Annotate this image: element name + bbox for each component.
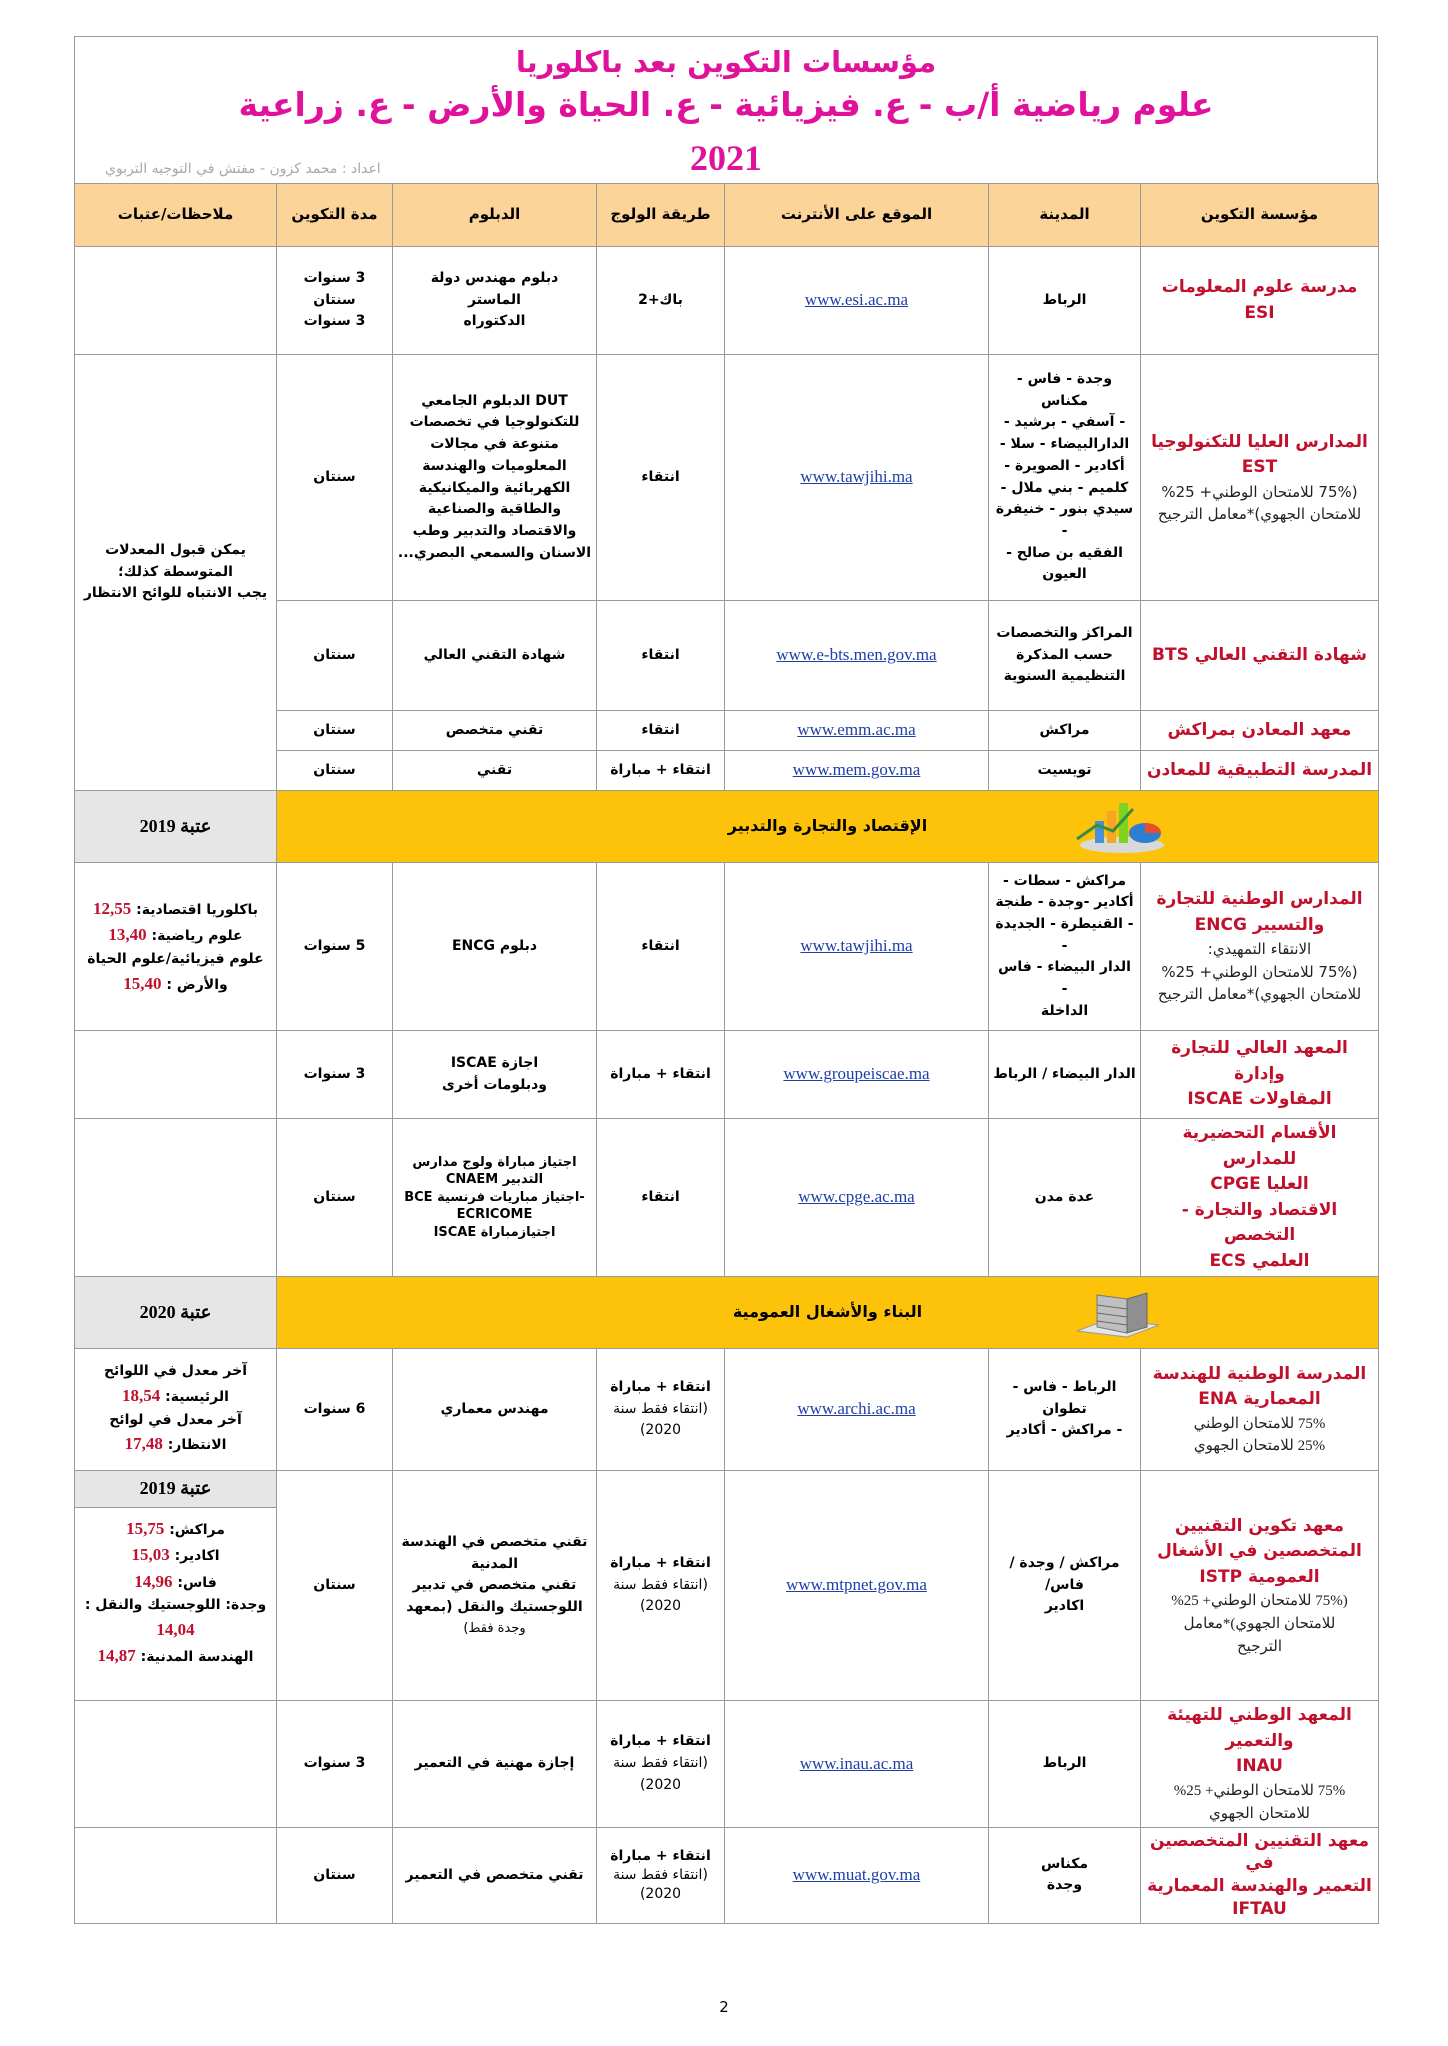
institution-name [1141, 1827, 1379, 1924]
duration-cell: سنتان [277, 711, 393, 751]
institution-line: العمومية ISTP [1199, 1566, 1320, 1587]
threshold-value: 15,03 [131, 1545, 170, 1565]
institution-line: معهد التقنيين المتخصصين في [1149, 1830, 1370, 1874]
diploma-line: متنوعة في مجالات [430, 436, 559, 453]
mode-note: 2020) [639, 1885, 682, 1902]
diploma-cell [393, 1471, 597, 1701]
city-line: حسب المذكرة [1016, 646, 1113, 663]
admission-mode: باك+2 [597, 247, 725, 355]
threshold-label: اكادير: [174, 1548, 220, 1565]
mode-note: (انتقاء فقط سنة [613, 1754, 708, 1771]
website-link[interactable]: www.mtpnet.gov.ma [786, 1575, 927, 1595]
diploma-line: وجدة فقط) [463, 1620, 526, 1636]
institution-note: (75% للامتحان الوطني+ 25% [1161, 482, 1358, 501]
mode-note: 2020) [639, 1422, 682, 1439]
website-cell [725, 751, 989, 791]
table-row [75, 863, 1379, 1031]
diploma-line: المدنية [471, 1555, 518, 1572]
admission-mode [597, 1827, 725, 1924]
admission-mode: انتقاء [597, 711, 725, 751]
duration-cell: 3 سنوات [277, 1701, 393, 1828]
city-line: أكادير - الصويرة - [1004, 457, 1125, 474]
threshold-value: 15,40 [123, 973, 162, 993]
website-cell [725, 863, 989, 1031]
threshold-item [79, 1643, 272, 1669]
city-line: كلميم - بني ملال - [1000, 479, 1129, 496]
institution-line: الاقتصاد والتجارة - التخصص [1181, 1199, 1338, 1245]
diploma-line: اللوجستيك والنقل (بمعهد [406, 1599, 583, 1616]
mode-line: انتقاء + مباراة [610, 1848, 711, 1865]
website-link[interactable]: www.muat.gov.ma [792, 1865, 921, 1885]
threshold-item [79, 1361, 272, 1409]
city-line: الدار البيضاء - فاس - [998, 959, 1131, 998]
duration-cell: سنتان [277, 1471, 393, 1701]
threshold-label: الهندسة المدنية: [140, 1648, 254, 1665]
admission-mode [597, 1349, 725, 1471]
mode-line: انتقاء + مباراة [610, 1378, 711, 1395]
mode-note: 2020) [639, 1776, 682, 1793]
admission-mode [597, 1471, 725, 1701]
institutions-table [74, 183, 1379, 1924]
duration-cell: سنتان [277, 1119, 393, 1277]
city-cell: الدار البيضاء / الرباط [989, 1031, 1141, 1119]
duration-cell: سنتان [277, 355, 393, 601]
notes-cell [75, 1031, 277, 1119]
mode-line: انتقاء + مباراة [610, 1733, 711, 1750]
threshold-label: آخر معدل في اللوائح الرئيسية: [103, 1363, 248, 1406]
note-line: يجب الانتباه للوائح الانتظار [83, 585, 268, 602]
threshold-item [79, 1569, 272, 1595]
duration-line: 3 سنوات [303, 313, 366, 330]
institution-line: التعمير والهندسة المعمارية [1147, 1876, 1372, 1897]
page [74, 36, 1378, 1924]
diploma-line: الماستر [468, 291, 521, 308]
city-line: أكادير -وجدة - طنجة [995, 894, 1134, 911]
diploma-cell: تقني [393, 751, 597, 791]
threshold-value: 15,75 [126, 1518, 165, 1538]
threshold-value: 12,55 [93, 899, 132, 919]
admission-mode: انتقاء [597, 863, 725, 1031]
duration-line: 3 سنوات [303, 269, 366, 286]
mode-note: 2020) [639, 1598, 682, 1615]
website-cell [725, 1031, 989, 1119]
city-cell: مراكش [989, 711, 1141, 751]
section-label: الإقتصاد والتجارة والتدبير [727, 816, 928, 836]
institution-line: المدارس الوطنية للتجارة [1156, 889, 1363, 910]
city-cell [989, 601, 1141, 711]
city-cell [989, 355, 1141, 601]
threshold-label: عتبة 2019 [75, 791, 277, 863]
column-header: مؤسسة التكوين [1141, 184, 1379, 247]
website-cell [725, 1471, 989, 1701]
institution-line: INAU [1236, 1756, 1283, 1776]
diploma-line: التدبير CNAEM [445, 1172, 544, 1188]
duration-cell: سنتان [277, 601, 393, 711]
website-cell [725, 355, 989, 601]
threshold-label: مراكش: [169, 1521, 225, 1538]
column-header: الدبلوم [393, 184, 597, 247]
website-link[interactable]: www.tawjihi.ma [800, 467, 913, 487]
institution-note: للامتحان الجهوي)*معامل [1183, 1615, 1336, 1632]
notes-cell [75, 1471, 277, 1701]
institution-name: شهادة التقني العالي BTS [1141, 601, 1379, 711]
notes-cell [75, 1827, 277, 1924]
institution-name [1141, 1471, 1379, 1701]
threshold-label: وجدة: اللوجستيك والنقل : [84, 1596, 267, 1613]
threshold-value: 17,48 [124, 1434, 163, 1454]
mode-note: (انتقاء فقط سنة [613, 1576, 708, 1593]
website-link[interactable]: www.tawjihi.ma [800, 936, 913, 956]
city-line: الدارالبيضاء - سلا - [999, 436, 1130, 453]
mode-note: (انتقاء فقط سنة [613, 1866, 708, 1883]
notes-cell [75, 247, 277, 355]
threshold-label: علوم فيزيائية/علوم الحياة والأرض : [87, 950, 264, 993]
website-link[interactable]: www.mem.gov.ma [792, 760, 921, 780]
mode-line: انتقاء + مباراة [610, 1554, 711, 1571]
city-cell [989, 1827, 1141, 1924]
mode-note: (انتقاء فقط سنة [613, 1400, 708, 1417]
institution-line: المتخصصين في الأشغال [1157, 1541, 1362, 1561]
institution-line: المدرسة الوطنية للهندسة [1152, 1363, 1367, 1384]
diploma-line: اجتيازمباراة ISCAE [433, 1224, 556, 1240]
institution-name: المدرسة التطبيقية للمعادن [1141, 751, 1379, 791]
column-header: طريقة الولوج [597, 184, 725, 247]
diploma-line: اجتياز مباراة ولوج مدارس [412, 1154, 577, 1170]
city-line: التنظيمية السنوية [1003, 668, 1126, 685]
duration-cell: 3 سنوات [277, 1031, 393, 1119]
document-subtitle: علوم رياضية أ/ب - ع. فيزيائية - ع. الحياة والأرض - ع. زراعية [238, 85, 1214, 124]
threshold-label: باكلوريا اقتصادية: [136, 902, 258, 919]
admission-mode: انتقاء [597, 355, 725, 601]
institution-note: (75% للامتحان الوطني+ 25% [1171, 1593, 1348, 1609]
institution-name [1141, 863, 1379, 1031]
institution-name: معهد المعادن بمراكش [1141, 711, 1379, 751]
threshold-value: 13,40 [108, 925, 147, 945]
city-line: الداخلة [1040, 1002, 1089, 1019]
threshold-item [79, 1410, 272, 1458]
diploma-cell [393, 1119, 597, 1277]
section-row [75, 791, 1379, 863]
threshold-item [79, 896, 272, 922]
city-line: سيدي بنور - خنيفرة - [995, 501, 1134, 539]
diploma-line: الكهربائية والميكانيكية [418, 479, 571, 496]
diploma-line: والطاقية والصناعية [427, 501, 562, 518]
column-header: الموقع على الأنترنت [725, 184, 989, 247]
diploma-cell [393, 355, 597, 601]
diploma-cell [393, 1031, 597, 1119]
diploma-line: للتكنولوجيا في تخصصات [409, 414, 580, 431]
admission-mode: انتقاء + مباراة [597, 751, 725, 791]
threshold-value: 14,87 [97, 1645, 136, 1665]
website-link[interactable]: www.inau.ac.ma [799, 1753, 914, 1773]
table-row [75, 1701, 1379, 1828]
institution-note: الانتقاء التمهيدي: [1207, 940, 1312, 959]
threshold-label: علوم رياضية: [151, 928, 243, 945]
threshold-value: 14,04 [156, 1619, 195, 1639]
document-title: مؤسسات التكوين بعد باكلوريا [515, 45, 937, 79]
institution-name [1141, 1349, 1379, 1471]
website-link[interactable]: www.emm.ac.ma [797, 720, 916, 740]
city-line: الفقيه بن صالح - [1006, 544, 1123, 561]
institution-line: المعهد العالي للتجارة وإدارة [1171, 1038, 1348, 1084]
institution-line: المدارس العليا للتكنولوجيا [1151, 431, 1368, 452]
institution-line: المقاولات ISCAE [1187, 1089, 1332, 1110]
website-cell [725, 247, 989, 355]
institution-name [1141, 1701, 1379, 1828]
institution-line: معهد تكوين التقنيين [1174, 1515, 1345, 1536]
website-link[interactable]: www.cpge.ac.ma [798, 1187, 915, 1207]
duration-cell: سنتان [277, 1827, 393, 1924]
page-number: 2 [719, 1998, 729, 2016]
section-title [277, 791, 1379, 863]
diploma-line: -اجتياز مباريات فرنسية BCE [404, 1189, 585, 1205]
institution-line: والتسيير ENCG [1194, 914, 1325, 935]
city-line: العيون [1042, 566, 1087, 583]
institution-note: 25% للامتحان الجهوي [1193, 1438, 1326, 1454]
institution-note: للامتحان الجهوي [1209, 1804, 1310, 1822]
website-link[interactable]: www.archi.ac.ma [797, 1399, 916, 1419]
institution-name [1141, 1031, 1379, 1119]
column-header: المدينة [989, 184, 1141, 247]
diploma-line: الاسنان والسمعي البصري... [397, 544, 592, 561]
table-row [75, 1471, 1379, 1701]
diploma-line: ودبلومات أخرى [442, 1076, 547, 1093]
diploma-cell: شهادة التقني العالي [393, 601, 597, 711]
diploma-cell: مهندس معماري [393, 1349, 597, 1471]
city-cell: الرباط [989, 1701, 1141, 1828]
table-row [75, 247, 1379, 355]
city-line: - آسفي - برشيد - [1003, 414, 1126, 431]
author-credit: اعداد : محمد كزون - مفتش في التوجيه التربوي [105, 161, 381, 177]
website-cell [725, 601, 989, 711]
website-cell [725, 711, 989, 751]
duration-cell: 5 سنوات [277, 863, 393, 1031]
notes-cell [75, 1119, 277, 1277]
threshold-item [79, 1516, 272, 1542]
institution-line: المعهد الوطني للتهيئة والتعمير [1167, 1705, 1352, 1751]
city-cell [989, 863, 1141, 1031]
institution-code: EST [1241, 457, 1278, 477]
diploma-line: تقني متخصص في تدبير [412, 1577, 577, 1594]
table-row [75, 1827, 1379, 1924]
institution-name [1141, 355, 1379, 601]
diploma-cell: إجازة مهنية في التعمير [393, 1701, 597, 1828]
duration-line: سنتان [313, 291, 356, 308]
institution-note: 75% للامتحان الوطني [1193, 1415, 1326, 1432]
threshold-label: عتبة 2020 [75, 1277, 277, 1349]
institution-note: للامتحان الجهوي)*معامل الترجيح [1157, 505, 1362, 523]
city-cell: عدة مدن [989, 1119, 1141, 1277]
section-title [277, 1277, 1379, 1349]
institution-line: العلمي ECS [1209, 1250, 1310, 1271]
city-cell [989, 1471, 1141, 1701]
notes-cell [75, 863, 277, 1031]
table-row [75, 355, 1379, 601]
institution-name [1141, 1119, 1379, 1277]
city-line: اكادير [1044, 1598, 1085, 1615]
website-link[interactable]: www.groupeiscae.ma [783, 1064, 930, 1084]
notes-cell [75, 355, 277, 791]
city-line: مراكش - سطات - [1002, 872, 1127, 889]
institution-line: العليا CPGE [1210, 1174, 1309, 1194]
diploma-line: والاقتصاد والتدبير وطب [412, 522, 577, 539]
diploma-cell: دبلوم ENCG [393, 863, 597, 1031]
threshold-item [79, 1542, 272, 1568]
table-row [75, 1119, 1379, 1277]
city-cell: الرباط [989, 247, 1141, 355]
diploma-line: تقني متخصص في الهندسة [401, 1534, 588, 1551]
city-line: الرباط - فاس - تطوان [1012, 1378, 1117, 1417]
threshold-label: آخر معدل في لوائح الانتظار: [109, 1411, 242, 1454]
diploma-line: المعلوميات والهندسة [422, 457, 567, 474]
institution-line: IFTAU [1232, 1899, 1287, 1920]
institution-line: الأقسام التحضيرية للمدارس [1182, 1123, 1337, 1169]
section-row [75, 1277, 1379, 1349]
city-line: - مراكش - أكادير [1006, 1422, 1123, 1439]
diploma-line: اجازة ISCAE [450, 1054, 539, 1071]
column-header: مدة التكوين [277, 184, 393, 247]
note-line: يمكن قبول المعدلات [105, 541, 246, 558]
table-row [75, 1031, 1379, 1119]
threshold-item [79, 949, 272, 997]
admission-mode: انتقاء + مباراة [597, 1031, 725, 1119]
threshold-label: فاس: [177, 1574, 217, 1591]
website-link[interactable]: www.esi.ac.ma [804, 290, 909, 310]
duration-cell: سنتان [277, 751, 393, 791]
document-year: 2021 [690, 138, 762, 178]
institution-line: المعمارية ENA [1198, 1389, 1321, 1409]
city-cell [989, 1349, 1141, 1471]
diploma-line: الدكتوراه [463, 313, 526, 330]
diploma-line: ECRICOME [456, 1207, 533, 1223]
duration-cell [277, 247, 393, 355]
column-header: ملاحظات/عتبات [75, 184, 277, 247]
threshold-value: 18,54 [122, 1386, 161, 1406]
diploma-cell: تقني متخصص في التعمير [393, 1827, 597, 1924]
city-line: مكناس [1040, 1855, 1089, 1872]
website-cell [725, 1119, 989, 1277]
diploma-cell: تقني متخصص [393, 711, 597, 751]
website-cell [725, 1827, 989, 1924]
section-label: البناء والأشغال العمومية [732, 1302, 923, 1322]
diploma-line: DUT الدبلوم الجامعي [421, 392, 568, 409]
city-line: المراكز والتخصصات [996, 624, 1133, 641]
building-icon [1067, 1281, 1167, 1341]
chart-icon [1067, 795, 1167, 855]
diploma-cell [393, 247, 597, 355]
city-line: مراكش / وجدة /فاس/ [1009, 1554, 1120, 1593]
threshold-year: عتبة 2019 [75, 1471, 276, 1508]
city-line: وجدة - فاس - مكناس [1016, 371, 1113, 409]
table-header-row [75, 184, 1379, 247]
threshold-item [79, 922, 272, 948]
city-line: وجدة [1046, 1877, 1083, 1894]
institution-note: الترجيح [1236, 1637, 1283, 1655]
website-cell [725, 1349, 989, 1471]
city-line: - القنيطرة - الجديدة - [995, 915, 1134, 954]
note-line: المتوسطة كذلك؛ [118, 563, 233, 580]
notes-cell [75, 1349, 277, 1471]
institution-note: (75% للامتحان الوطني+ 25% [1161, 962, 1358, 981]
notes-cell [75, 1701, 277, 1828]
admission-mode [597, 1701, 725, 1828]
duration-cell: 6 سنوات [277, 1349, 393, 1471]
threshold-value: 14,96 [134, 1571, 173, 1591]
table-row [75, 1349, 1379, 1471]
city-cell: تويسيت [989, 751, 1141, 791]
website-link[interactable]: www.e-bts.men.gov.ma [776, 645, 937, 665]
institution-note: 75% للامتحان الوطني+ 25% [1173, 1782, 1346, 1799]
admission-mode: انتقاء [597, 1119, 725, 1277]
admission-mode: انتقاء [597, 601, 725, 711]
institution-name: مدرسة علوم المعلومات ESI [1141, 247, 1379, 355]
website-cell [725, 1701, 989, 1828]
diploma-line: دبلوم مهندس دولة [430, 269, 559, 286]
institution-note: للامتحان الجهوي)*معامل الترجيح [1157, 985, 1362, 1004]
threshold-item [79, 1595, 272, 1643]
document-header [74, 36, 1378, 183]
